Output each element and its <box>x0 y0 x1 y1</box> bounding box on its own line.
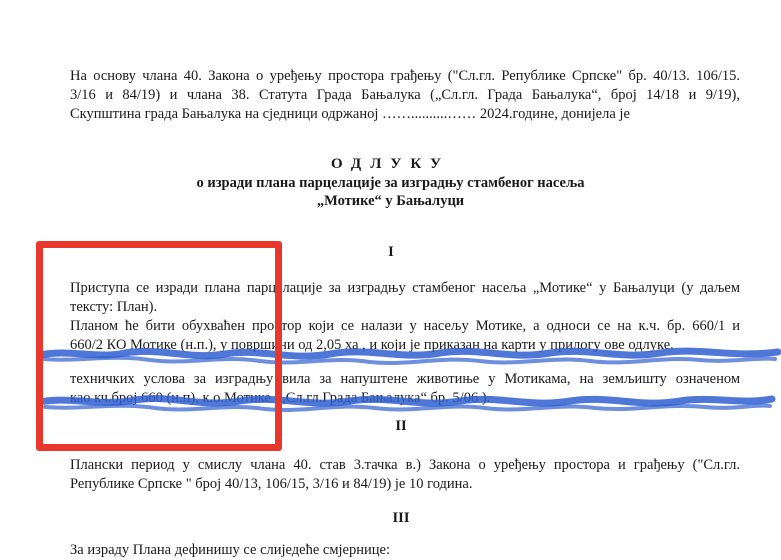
document-title: ОДЛУКУ <box>330 156 450 172</box>
section2-line-1: Плански период у смислу члана 40. став 3.тачка в.) Закона о уређењу простора и грађењу ("Сл.гл. <box>70 457 740 473</box>
preamble-line-2: 3/16 и 84/19) и члана 38. Статута Града Бањалука („Сл.гл. Града Бањалука“, број 14/18 и 9/19), <box>70 87 740 103</box>
highlight-box <box>36 241 282 451</box>
section1-line-2: тексту: План). <box>70 299 158 315</box>
section-numeral-2: II <box>395 418 407 434</box>
preamble-line-3: Скупштина града Бањалука на сједници одржаној ……..........…… 2024.године, донијела је <box>70 106 630 122</box>
document-subtitle-1: о изради плана парцелације за изградњу стамбеног насеља <box>196 175 585 191</box>
preamble-line-1: На основу члана 40. Закона о уређењу простора грађењу ("Сл.гл. Републике Српске" бр. 40/13. 106/15. <box>70 68 740 84</box>
section-numeral-3: III <box>392 510 410 526</box>
section-numeral-1: I <box>388 244 394 260</box>
section1-line-1: Приступа се изради плана парцелације за изградњу стамбеног насеља „Мотике“ у Бањалуци (у даљем <box>70 280 740 296</box>
section2-line-2: Републике Српске " број 40/13, 106/15, 3/16 и 84/19) је 10 година. <box>70 476 473 492</box>
section1-line-6: као кч.број 660 (н.п), к.о.Мотике („Сл.гл.Града Бањалука“ бр. 5/06 ). <box>70 390 491 406</box>
section1-line-4: 660/2 КО Мотике (н.п.), у површини од 2,05 ха , и који је приказан на карти у прилогу ове одлуке. <box>70 337 674 353</box>
document-subtitle-2: „Мотике“ у Бањалуци <box>316 193 465 209</box>
section3-line-1: За израду Плана дефинишу се слиједеће смјернице: <box>70 542 390 558</box>
section1-line-5: техничких услова за изградњу вила за напуштене животиње у Мотикама, на земљишту означеном <box>70 371 740 387</box>
section1-line-3: Планом ће бити обухваћен простор који се налази у насељу Мотике, а односи се на к.ч. бр. 660/1 и <box>70 318 740 334</box>
